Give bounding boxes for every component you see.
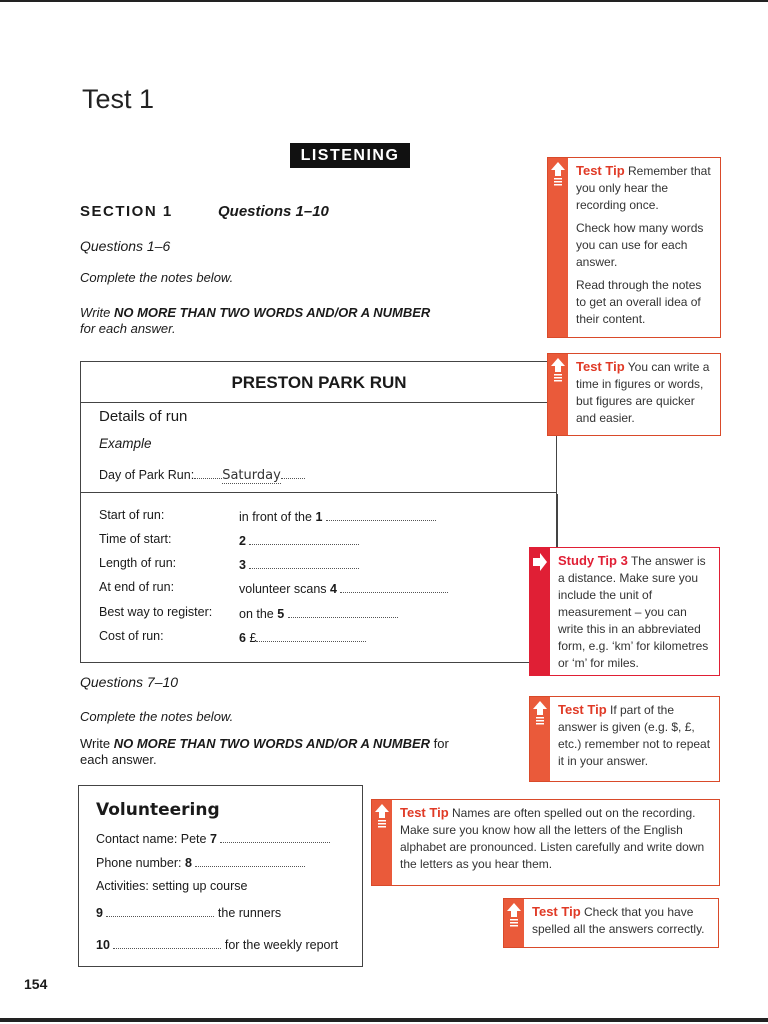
answer-blank-2[interactable] <box>249 532 359 545</box>
part2-questions: Questions 7–10 <box>80 674 179 690</box>
example-row: Day of Park Run: Saturday <box>99 466 305 483</box>
row-q9: 9 the runners <box>96 906 282 920</box>
test-tip-6: Test Tip Check that you have spelled all the answers correctly. <box>503 898 719 948</box>
bottom-rule <box>0 1018 768 1022</box>
answer-blank-7[interactable] <box>220 830 330 843</box>
study-tip-3: Study Tip 3 The answer is a distance. Make sure you include the unit of measurement – you can write this in an abbreviated form, e.g. ‘km’ for kilometres or ‘m’ for miles. <box>529 547 720 676</box>
up-arrow-icon <box>507 903 521 927</box>
test-tip-2: Test Tip You can write a time in figures or words, but figures are quicker and easier. <box>547 353 721 436</box>
row-q10: 10 for the weekly report <box>96 938 339 952</box>
page-title: Test 1 <box>82 84 155 114</box>
up-arrow-icon <box>375 804 389 828</box>
answer-blank-8[interactable] <box>195 854 305 867</box>
test-tip-1: Test Tip Remember that you only hear the recording once. Check how many words you can use for each answer. Read through the notes to get an overall idea of their content. <box>547 157 721 338</box>
up-arrow-icon <box>551 162 565 186</box>
preston-park-run-form: PRESTON PARK RUN Details of run Example Day of Park Run: Saturday Start of run: in front of the 1 Time of start: 2 Length of run: 3 At end of run: volunteer scans 4 Best way to register: on the 5 Cost of run: 6 £ <box>80 361 557 663</box>
part2-instruction: Complete the notes below. <box>80 709 234 724</box>
test-tip-5: Test Tip Names are often spelled out on the recording. Make sure you know how all the letters of the English alphabet are pronounced. Listen carefully and write down the letters as you hear them. <box>371 799 720 886</box>
up-arrow-icon <box>551 358 565 382</box>
page-number: 154 <box>24 976 48 992</box>
answer-blank-6[interactable] <box>256 629 366 642</box>
form1-subheading: Details of run <box>99 408 188 425</box>
answer-blank-1[interactable] <box>326 508 436 521</box>
answer-blank-3[interactable] <box>249 556 359 569</box>
section-questions: Questions 1–10 <box>218 203 329 220</box>
answer-blank-10[interactable] <box>113 936 221 949</box>
part1-questions: Questions 1–6 <box>80 238 171 254</box>
up-arrow-icon <box>533 701 547 725</box>
example-label: Example <box>99 436 152 451</box>
answer-blank-5[interactable] <box>288 605 398 618</box>
example-answer: Saturday <box>222 468 281 483</box>
row-activities: Activities: setting up course <box>96 879 248 893</box>
section-label: SECTION 1 <box>80 203 173 220</box>
form1-heading: PRESTON PARK RUN <box>81 362 557 403</box>
part1-write-instruction: Write NO MORE THAN TWO WORDS AND/OR A NUMBER for each answer. <box>80 305 431 336</box>
row-phone: Phone number: 8 <box>96 854 305 870</box>
answer-blank-9[interactable] <box>106 904 214 917</box>
top-rule <box>0 0 768 2</box>
part1-instruction: Complete the notes below. <box>80 270 234 285</box>
row-contact: Contact name: Pete 7 <box>96 830 330 846</box>
form2-heading: Volunteering <box>96 800 220 820</box>
right-arrow-icon <box>533 552 547 576</box>
volunteering-form <box>78 785 363 967</box>
test-tip-4: Test Tip If part of the answer is given (e.g. $, £, etc.) remember not to repeat it in your answer. <box>529 696 720 782</box>
part2-write-instruction: Write NO MORE THAN TWO WORDS AND/OR A NUMBER for each answer. <box>80 736 449 767</box>
answer-blank-4[interactable] <box>340 580 448 593</box>
listening-banner: LISTENING <box>290 143 410 168</box>
